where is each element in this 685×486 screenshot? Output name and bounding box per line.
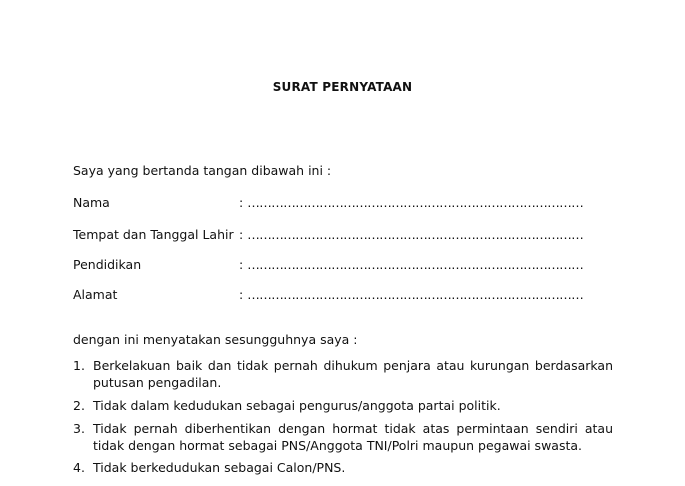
list-item-text: Tidak dalam kedudukan sebagai pengurus/anggota partai politik. [93, 398, 501, 413]
field-separator: : [239, 195, 244, 210]
list-item [73, 459, 613, 476]
document-title: SURAT PERNYATAAN [272, 80, 413, 94]
field-label: Pendidikan [73, 257, 142, 272]
list-item-number: 4. [73, 460, 85, 475]
field-label: Nama [73, 195, 110, 210]
field-label: Alamat [73, 287, 118, 302]
field-pendidikan [73, 257, 583, 272]
intro-text: Saya yang bertanda tangan dibawah ini : [73, 163, 332, 178]
field-label: Tempat dan Tanggal Lahir [73, 227, 234, 242]
list-item-text: Tidak pernah diberhentikan dengan hormat tidak atas permintaan sendiri atau tidak dengan hormat sebagai PNS/Anggota TNI/Polri maupun pegawai swasta. [93, 421, 613, 453]
field-blank-line: ………………………………………………………………………… [247, 195, 584, 210]
list-item [73, 397, 613, 414]
field-separator: : [239, 287, 244, 302]
list-item-text: Berkelakuan baik dan tidak pernah dihukum penjara atau kurungan berdasarkan putusan pengadilan. [93, 358, 613, 390]
field-nama [73, 195, 583, 210]
field-separator: : [239, 257, 244, 272]
field-blank-line: ………………………………………………………………………… [247, 227, 584, 242]
field-blank-line: ………………………………………………………………………… [247, 287, 584, 302]
field-tempat-tanggal-lahir [73, 227, 583, 242]
field-blank-line: ………………………………………………………………………… [247, 257, 584, 272]
list-item-number: 1. [73, 358, 85, 373]
statement-text: dengan ini menyatakan sesungguhnya saya : [73, 332, 358, 347]
list-item-number: 3. [73, 421, 85, 436]
list-item-number: 2. [73, 398, 85, 413]
list-item [73, 420, 613, 454]
field-alamat [73, 287, 583, 302]
list-item [73, 357, 613, 391]
field-separator: : [239, 227, 244, 242]
list-item-text: Tidak berkedudukan sebagai Calon/PNS. [93, 460, 346, 475]
